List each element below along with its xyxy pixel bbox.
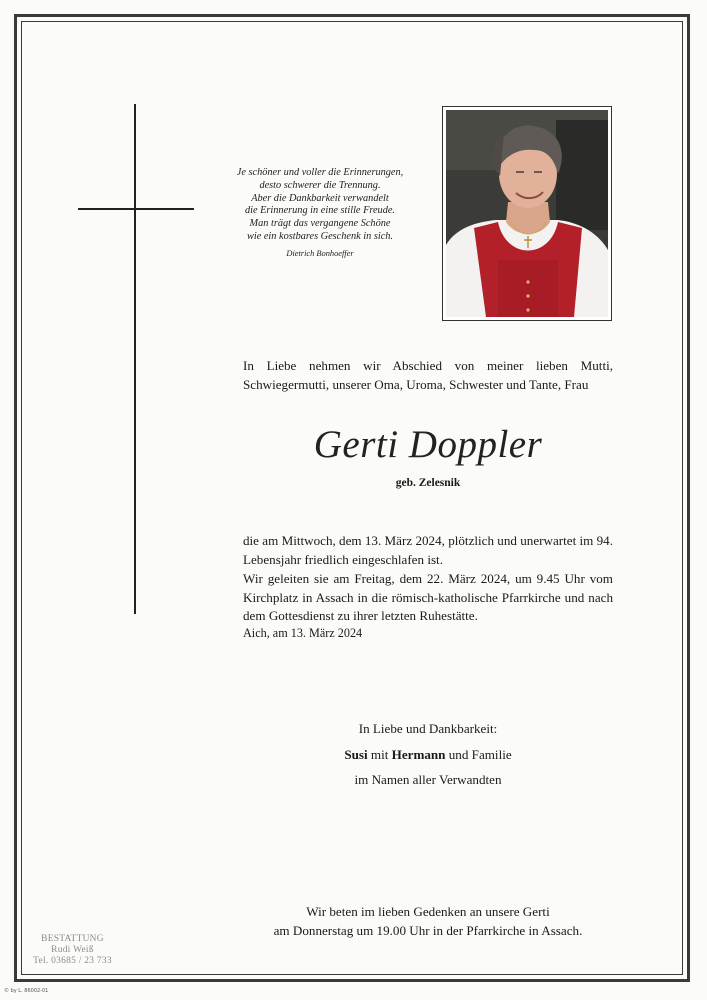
memorial-prayer [243, 902, 613, 940]
quote-line: Je schöner und voller die Erinnerungen, [236, 167, 404, 178]
death-notice: die am Mittwoch, dem 13. März 2024, plötzlich und unerwartet im 94. Lebensjahr friedlich eingeschlafen ist. [243, 533, 613, 567]
maiden-name: geb. Zelesnik [395, 477, 461, 489]
memorial-line: am Donnerstag um 19.00 Uhr in der Pfarrkirche in Assach. [273, 923, 583, 938]
quote-line: desto schwerer die Trennung. [259, 179, 381, 191]
intro-text: In Liebe nehmen wir Abschied von meiner lieben Mutti, Schwiegermutti, unserer Oma, Uroma, Schwester und Tante, Frau [243, 358, 613, 392]
quote-author: Dietrich Bonhoeffer [286, 248, 354, 258]
family-connector: mit [367, 746, 392, 762]
cross-icon-vertical [134, 104, 136, 614]
cross-icon-horizontal [78, 208, 194, 210]
family-name-susi: Susi [344, 746, 368, 762]
undertaker-title: BESTATTUNG [41, 934, 104, 944]
place-and-date: Aich, am 13. März 2024 [243, 626, 363, 640]
family-suffix: und Familie [445, 746, 512, 762]
closing-block [243, 716, 613, 793]
bonhoeffer-quote [210, 167, 430, 261]
family-line [243, 742, 613, 768]
quote-line: Man trägt das vergangene Schöne [249, 218, 391, 230]
family-name-hermann: Hermann [391, 746, 446, 762]
undertaker-name: Rudi Weiß [51, 945, 94, 955]
deceased-name: Gerti Doppler [313, 423, 543, 466]
closing-line: In Liebe und Dankbarkeit: [358, 721, 498, 736]
funeral-notice: Wir geleiten sie am Freitag, dem 22. März 2024, um 9.45 Uhr vom Kirchplatz in Assach in die römisch-katholische Pfarrkirche und nach dem Gottesdienst zu ihrer letzten Ruhestätte. [243, 571, 613, 623]
memorial-line: Wir beten im lieben Gedenken an unsere Gerti [306, 904, 550, 919]
portrait-icon [446, 110, 608, 317]
undertaker-phone: Tel. 03685 / 23 733 [33, 956, 112, 966]
print-stamp: © by L. 86002-01 [4, 988, 49, 994]
closing-line: im Namen aller Verwandten [354, 772, 502, 787]
quote-line: Aber die Dankbarkeit verwandelt [251, 192, 389, 204]
portrait-photo [442, 106, 612, 321]
quote-line: die Erinnerung in eine stille Freude. [244, 205, 396, 217]
undertaker-stamp [30, 934, 115, 967]
quote-line: wie ein kostbares Geschenk in sich. [246, 230, 394, 242]
